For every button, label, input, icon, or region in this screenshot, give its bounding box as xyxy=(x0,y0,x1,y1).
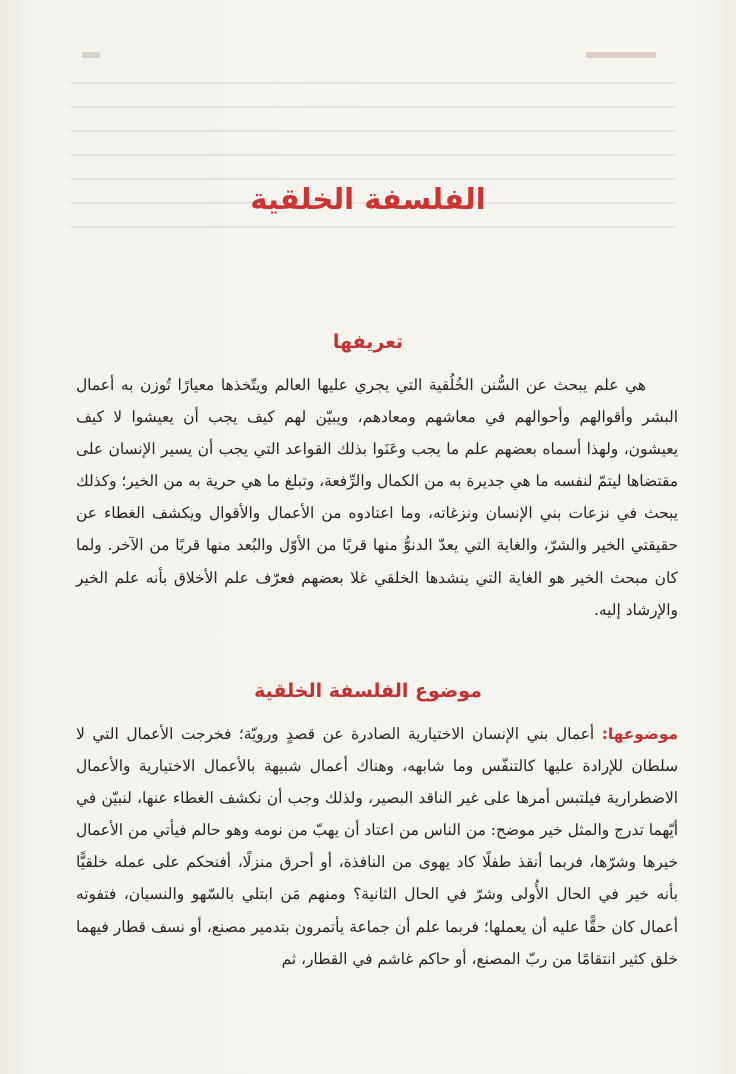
definition-paragraph: هي علم يبحث عن السُّنن الخُلُقية التي يجري عليها العالم ويتّخذها معيارًا تُوزن به أعمال البشر وأقوالهم وأحوالهم في معاشهم ومعادهم، ويبيّن لهم كيف يجب أن يعيشوا لا كيف يعيشون، ولهذا أسماه بعضهم علم ما يجب وعَنَوا بذلك القواعد التي يجب أن يسير الإنسان على مقتضاها ليتمّ لنفسه ما هي جديرة به من الكمال والرِّفعة، وتبلغ ما هي حرية به من الخير؛ وكذلك يبحث في نزعات بني الإنسان ونزغاته، وما اعتادوه من الأعمال والأقوال ويكشف الغطاء عن حقيقتي الخير والشرّ، والغاية التي يعدّ الدنوُّ منها قربًا من الأوّل والبُعد منها قربًا من الآخر. ولما كان مبحث الخير هو الغاية التي ينشدها الخلقي غلا بعضهم فعرّف علم الأخلاق بأنه علم الخير والإرشاد إليه. xyxy=(76,376,678,619)
section-heading-definition: تعريفها xyxy=(332,331,404,353)
section-heading-subject: موضوع الفلسفة الخلقية xyxy=(254,680,482,702)
page-number-bleedthrough xyxy=(82,52,100,58)
reverse-side-bleedthrough xyxy=(70,60,676,300)
subject-lead-term: موضوعها: xyxy=(601,725,678,743)
subject-paragraph-body: أعمال بني الإنسان الاختيارية الصادرة عن قصدٍ ورويّة؛ فخرجت الأعمال التي لا سلطان للإرادة عليها كالتنفّس وما شابهه، وهناك أعمال شبيهة بالأعمال الاختيارية والأعمال الاضطرارية فيلتبس أمرها على غير الناقد البصير، ولذلك وجب أن نكشف الغطاء عنها، لنبيّن في أيّهما تدرج والمثل خير موضح: من الناس من اعتاد أن يهبّ من نومه وهو حالم فيأتي من الأعمال خيرها وشرّها، فربما أنقذ طفلًا كاد يهوى من النافذة، أو أحرق منزلًا، أفنحكم على عمله خلقيًّا بأنه خير في الحال الأُولى وشرّ في الحال الثانية؟ ومنهم مَن ابتلي بالسّهو والنسيان، فتفوته أعمال كان حقًّا عليه أن يعملها؛ فربما علم أن جماعة يأتمرون بتدمير مصنع، أو نسف قطار فيهما خلق كثير انتقامًا من ربّ المصنع، أو حاكم غاشم في القطار، ثم xyxy=(76,725,678,968)
page-title: الفلسفة الخلقية xyxy=(250,182,486,216)
subject-paragraph xyxy=(76,718,678,975)
running-head-bleedthrough xyxy=(586,52,656,58)
